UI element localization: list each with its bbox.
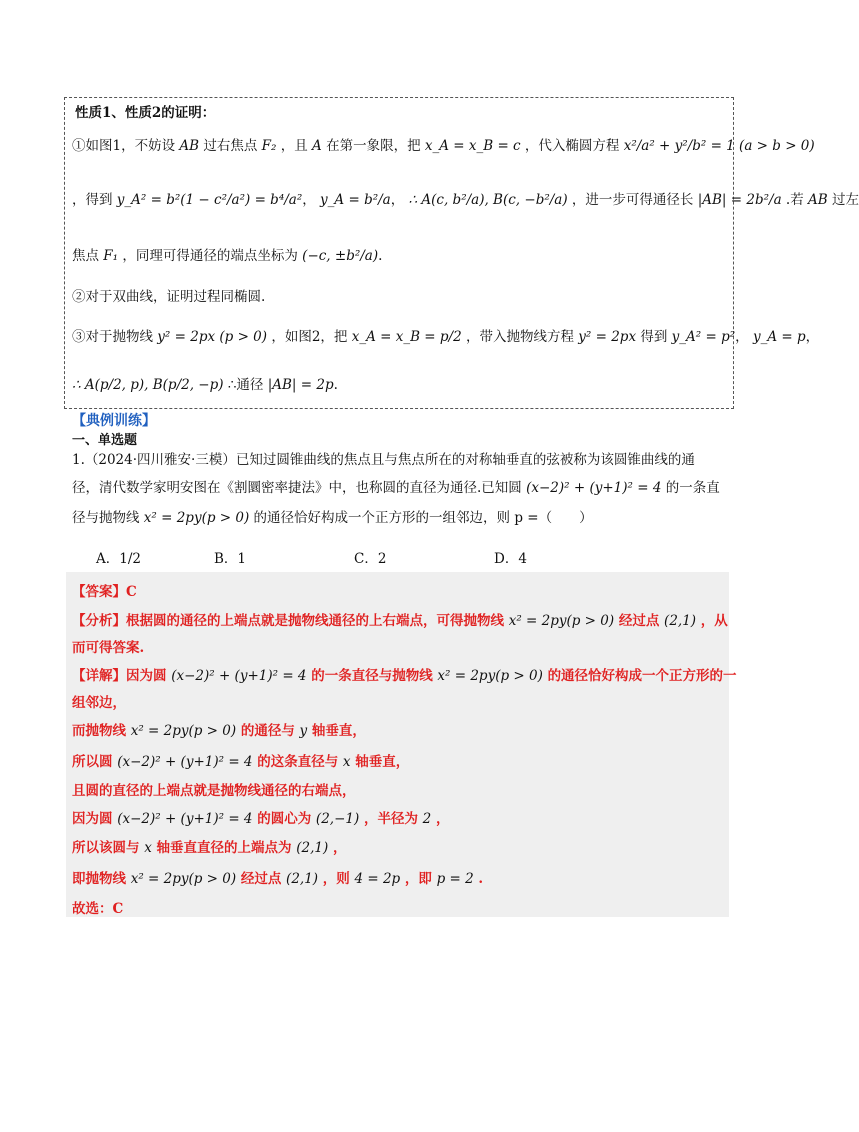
proof-text: ，得到: [72, 192, 113, 208]
math-eq: x_A = x_B = p/2: [351, 329, 462, 345]
detail-text: ，半径为: [363, 811, 418, 827]
math-eq: x² = 2py(p > 0): [508, 613, 615, 629]
detail-line4: [72, 752, 409, 772]
proof-text: ∴通径: [227, 377, 264, 393]
option-label: D．: [494, 551, 519, 567]
detail-line2: 组邻边，: [72, 695, 126, 711]
detail-line8: [72, 869, 483, 889]
analysis-text: ，从: [700, 613, 728, 629]
detail-text: 所以该圆与: [72, 840, 140, 856]
option-c[interactable]: [354, 547, 386, 567]
math-ellipse: x²/a² + y²/b² = 1 (a > b > 0): [623, 138, 815, 154]
proof-text: 过左: [831, 192, 859, 208]
detail-text: 轴垂直，: [311, 723, 366, 739]
proof-p1-line1: [72, 136, 815, 156]
detail-text: 的通径与: [240, 723, 295, 739]
math-eq: |AB| = 2p: [267, 377, 334, 393]
detail-text: ，: [332, 840, 347, 856]
math-point: (2,1): [664, 613, 697, 629]
proof-p1-line2: ，得到 y_A² = b²(1 − c²/a²) = b⁴/a²， y_A = b²/a， ∴ A(c, b²/a), B(c, −b²/a) ，进一步可得通径长 |AB| = 2b²/a .若 AB 过左: [72, 192, 859, 208]
detail-text: 因为圆: [72, 811, 113, 827]
option-value: 2: [377, 551, 387, 567]
math-eq: p = 2: [436, 871, 474, 887]
math-eq: x² = 2py(p > 0): [130, 871, 237, 887]
question-line2: [72, 474, 727, 502]
proof-text: 过右焦点: [203, 138, 258, 154]
option-value: 1/2: [119, 551, 141, 567]
option-d[interactable]: [494, 547, 527, 567]
section-tag: 【典例训练】: [72, 413, 156, 429]
answer-line: 【答案】C: [72, 584, 137, 600]
question-text: p =（ ）: [514, 510, 593, 526]
proof-text: ，如图2，把: [271, 329, 348, 345]
detail-text: 的通径恰好构成一个正方形的一: [547, 668, 737, 684]
math-x: x: [342, 754, 351, 770]
detail-text: 轴垂直直径的上端点为: [156, 840, 292, 856]
detail-line1: [72, 666, 737, 686]
math-point: (2,−1): [315, 811, 360, 827]
detail-line3: [72, 721, 366, 741]
question-text: 的通径恰好构成一个正方形的一组邻边，则: [253, 510, 511, 526]
proof-text: ，同理可得通径的端点坐标为: [122, 248, 298, 264]
proof-text: ，且: [280, 138, 308, 154]
proof-text: 在第一象限，把: [326, 138, 421, 154]
detail-text: 的一条直径与抛物线: [311, 668, 433, 684]
option-label: B．: [214, 551, 238, 567]
option-value: 4: [518, 551, 527, 567]
math-eq: x² = 2py(p > 0): [130, 723, 237, 739]
analysis-text: 【分析】根据圆的通径的上端点就是抛物线通径的上右端点，可得抛物线: [72, 613, 504, 629]
detail-text: 【详解】因为圆: [72, 668, 167, 684]
detail-line7: [72, 838, 346, 858]
detail-text: 即抛物线: [72, 871, 126, 887]
proof-text: .若: [785, 192, 804, 208]
proof-text: ③对于抛物线: [72, 329, 153, 345]
proof-p1-line3: 焦点 F₁ ，同理可得通径的端点坐标为 (−c, ±b²/a).: [72, 248, 383, 264]
question-text: 径与抛物线: [72, 510, 140, 526]
option-value: 1: [237, 551, 247, 567]
math-a: A: [312, 138, 322, 154]
detail-text: 的这条直径与: [257, 754, 339, 770]
math-eq: ∴ A(c, b²/a), B(c, −b²/a): [408, 192, 568, 208]
math-parabola: x² = 2py(p > 0): [143, 510, 250, 526]
math-eq: y_A = b²/a: [320, 192, 391, 208]
proof-text: 得到: [640, 329, 668, 345]
proof-text: 焦点: [72, 248, 99, 264]
math-eq: 4 = 2p: [354, 871, 401, 887]
detail-text: 经过点: [240, 871, 282, 887]
detail-line5: 且圆的直径的上端点就是抛物线通径的右端点，: [72, 783, 356, 799]
detail-line6: [72, 809, 449, 829]
proof-text: ，带入抛物线方程: [465, 329, 574, 345]
math-eq: (−c, ±b²/a): [302, 248, 379, 264]
math-eq: y_A = p: [752, 329, 806, 345]
proof-title: 性质1、性质2的证明：: [75, 105, 216, 121]
analysis-text: 经过点: [618, 613, 660, 629]
question-text: 的一条直: [665, 480, 720, 496]
math-circle: (x−2)² + (y+1)² = 4: [526, 480, 662, 496]
math-ab: AB: [808, 192, 828, 208]
final-choice: 故选：C: [72, 901, 124, 917]
math-circle: (x−2)² + (y+1)² = 4: [117, 811, 253, 827]
question-line1: 1.（2024·四川雅安·三模）已知过圆锥曲线的焦点且与焦点所在的对称轴垂直的弦被称为该圆锥曲线的通: [72, 452, 695, 468]
question-text: 径，清代数学家明安图在《割圜密率捷法》中，也称圆的直径为通径.已知圆: [72, 480, 522, 496]
math-point: (2,1): [296, 840, 329, 856]
math-radius: 2: [422, 811, 432, 827]
math-ab: AB: [179, 138, 200, 154]
proof-text: ，代入椭圆方程: [524, 138, 620, 154]
proof-p3-line1: ③对于抛物线 y² = 2px (p > 0) ，如图2，把 x_A = x_B = p/2 ，带入抛物线方程 y² = 2px 得到 y_A² = p²， y_A = p，: [72, 329, 820, 345]
math-eq: y_A² = b²(1 − c²/a²) = b⁴/a²: [116, 192, 303, 208]
math-x: x: [144, 840, 152, 856]
proof-text: ①如图1，不妨设: [72, 138, 176, 154]
math-eq: ∴ A(p/2, p), B(p/2, −p): [72, 377, 224, 393]
option-a[interactable]: [96, 547, 141, 567]
analysis-line2: 而可得答案.: [72, 640, 145, 656]
math-point: (2,1): [286, 871, 319, 887]
math-f2: F₂: [261, 138, 277, 154]
detail-text: 轴垂直，: [355, 754, 410, 770]
math-eq: x_A = x_B = c: [424, 138, 521, 154]
option-b[interactable]: [214, 547, 246, 567]
detail-text: 所以圆: [72, 754, 113, 770]
detail-text: ，: [435, 811, 450, 827]
detail-text: 的圆心为: [257, 811, 312, 827]
detail-text: ，则: [322, 871, 350, 887]
analysis-line1: [72, 611, 728, 631]
section-heading: 一、单选题: [72, 433, 138, 448]
option-label: A．: [96, 551, 120, 567]
detail-text: 而抛物线: [72, 723, 126, 739]
question-line3: [72, 504, 727, 532]
detail-text: ，即: [404, 871, 432, 887]
proof-p3-line2: ∴ A(p/2, p), B(p/2, −p) ∴通径 |AB| = 2p.: [72, 377, 338, 393]
math-parabola: x² = 2py(p > 0): [437, 668, 543, 684]
math-eq: y_A² = p²: [671, 329, 736, 345]
math-eq: y² = 2px: [578, 329, 637, 345]
math-eq: y² = 2px (p > 0): [157, 329, 268, 345]
math-eq: |AB| = 2b²/a: [697, 192, 782, 208]
math-circle: (x−2)² + (y+1)² = 4: [117, 754, 253, 770]
math-circle: (x−2)² + (y+1)² = 4: [171, 668, 307, 684]
proof-text: ，进一步可得通径长: [571, 192, 694, 208]
option-label: C．: [354, 551, 378, 567]
math-y: y: [299, 723, 308, 739]
proof-p2: ②对于双曲线，证明过程同椭圆.: [72, 289, 266, 305]
detail-text: .: [478, 871, 484, 887]
math-f1: F₁: [103, 248, 119, 264]
